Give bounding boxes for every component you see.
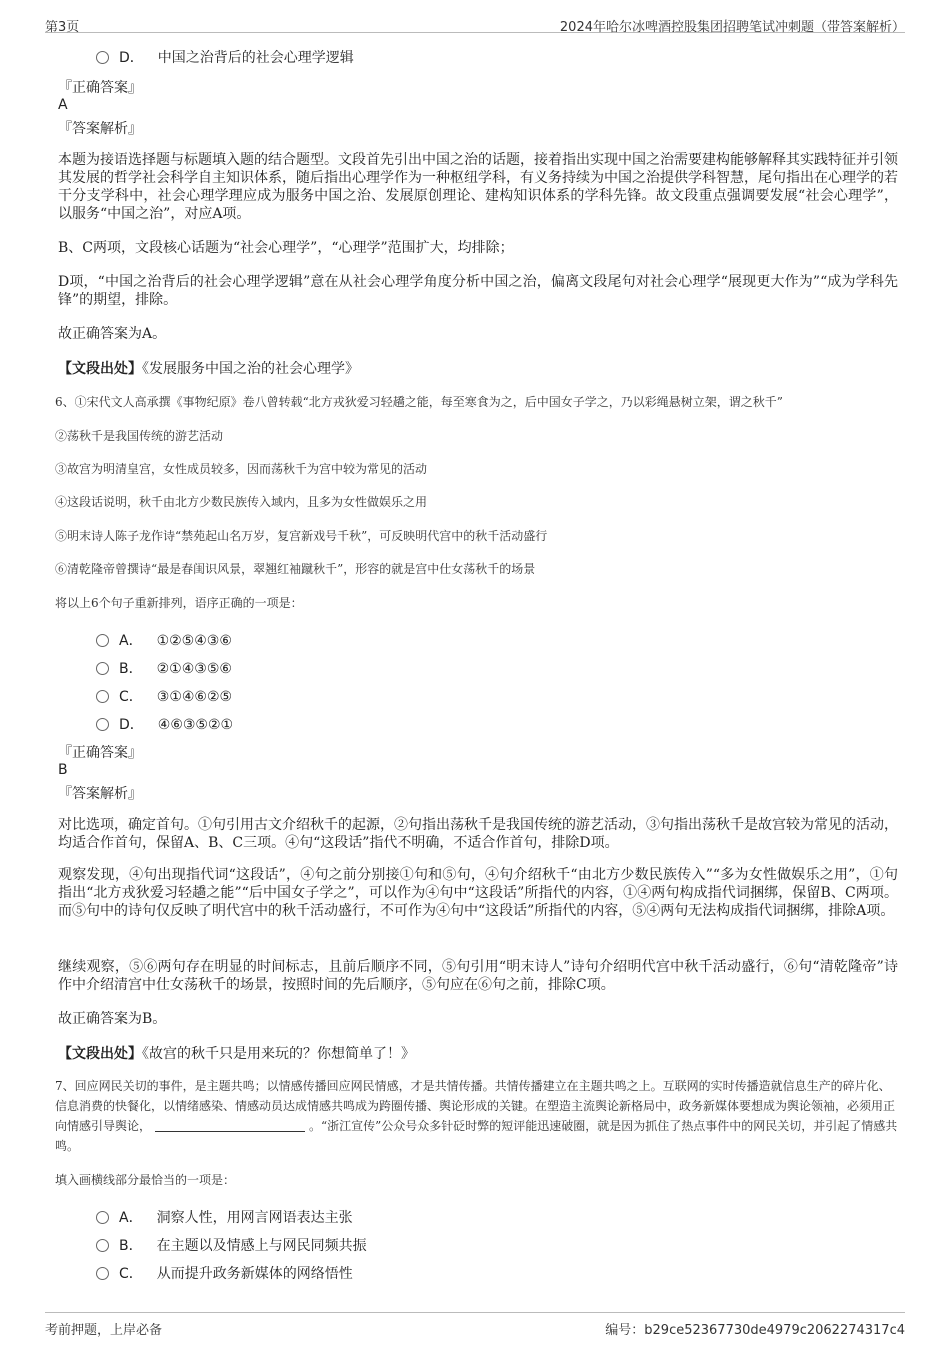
q6-analysis-p4: 故正确答案为B。 <box>58 1011 167 1027</box>
radio-icon[interactable] <box>96 1211 109 1224</box>
q6-stem-6: ⑥清乾隆帝曾撰诗“最是春闺识风景，翠翘红袖蹴秋千”，形容的就是宫中仕女荡秋千的场景 <box>55 562 536 576</box>
radio-icon[interactable] <box>96 1267 109 1280</box>
q5-analysis-p1: 本题为接语选择题与标题填入题的结合题型。文段首先引出中国之治的话题，接着指出实现中国之治需要建构能够解释其实践特征并引领其发展的哲学社会科学自主知识体系，随后指出心理学作为一种枢纽学科，有义务持续为中国之治提供学科智慧，尾句指出在心理学的若干分支学科中，社会心理学理应成为服务中国之治、发展原创理论、建构知识体系的学科先锋。故文段重点强调要发展“社会心理学”，以服务“中国之治”，对应A项。 <box>58 152 898 222</box>
q6-option-c[interactable]: C． ③①④⑥②⑤ <box>96 686 232 706</box>
q6-option-b[interactable]: B． ②①④③⑤⑥ <box>96 658 232 678</box>
q6-stem-3: ③故宫为明清皇宫，女性成员较多，因而荡秋千为宫中较为常见的活动 <box>55 462 428 476</box>
q5-analysis-p3: D项，“中国之治背后的社会心理学逻辑”意在从社会心理学角度分析中国之治，偏离文段尾句对社会心理学“展现更大作为”“成为学科先锋”的期望，排除。 <box>58 274 898 308</box>
q6-option-a[interactable]: A． ①②⑤④③⑥ <box>96 630 232 650</box>
radio-icon[interactable] <box>96 662 109 675</box>
q7-stem: 7、回应网民关切的事件，是主题共鸣；以情感传播回应网民情感，才是共情传播。共情传播建立在主题共鸣之上。互联网的实时传播造就信息生产的碎片化、信息消费的快餐化，以情绪感染、情感动员达成情感共鸣成为跨圈传播、舆论形成的关键。在塑造主流舆论新格局中，政务新媒体要想成为舆论领袖，必须用正向情感引导舆论， 。“浙江宣传”公众号众多针砭时弊的短评能迅速破圈，就是因为抓住了热点事件中的网民关切，并引起了情感共鸣。 <box>55 1079 898 1153</box>
q6-analysis-p3: 继续观察，⑤⑥两句存在明显的时间标志，且前后顺序不同，⑤句引用“明末诗人”诗句介绍明代宫中秋千活动盛行，⑥句“清乾隆帝”诗作中介绍清宫中仕女荡秋千的场景，按照时间的先后顺序，⑤句应在⑥句之前，排除C项。 <box>58 959 898 993</box>
radio-icon[interactable] <box>96 634 109 647</box>
q5-analysis-p2: B、C两项，文段核心话题为“社会心理学”，“心理学”范围扩大，均排除； <box>58 240 514 256</box>
radio-icon[interactable] <box>96 1239 109 1252</box>
q6-analysis-p1: 对比选项，确定首句。①句引用古文介绍秋千的起源，②句指出荡秋千是我国传统的游艺活动，③句指出荡秋千是故宫较为常见的活动，均适合作首句，保留A、B、C三项。④句“这段话”指代不明确，不适合作首句，排除D项。 <box>58 817 898 851</box>
q6-answer: B <box>58 762 68 778</box>
q6-stem-4: ④这段话说明，秋千由北方少数民族传入域内，且多为女性做娱乐之用 <box>55 495 428 509</box>
document-title: 2024年哈尔冰啤酒控股集团招聘笔试冲刺题（带答案解析） <box>559 20 905 35</box>
q6-source: 【文段出处】《故宫的秋千只是用来玩的？你想简单了！》 <box>58 1046 415 1062</box>
q6-stem-1: 6、①宋代文人高承撰《事物纪原》卷八曾转载“北方戎狄爱习轻趫之能，每至寒食为之，后中国女子学之，乃以彩绳悬树立架，谓之秋千” <box>55 395 783 409</box>
radio-icon[interactable] <box>96 718 109 731</box>
q5-option-d[interactable]: D． 中国之治背后的社会心理学逻辑 <box>96 47 354 67</box>
footer-slogan: 考前押题，上岸必备 <box>45 1323 163 1338</box>
fill-blank-line <box>155 1119 305 1132</box>
q7-option-a[interactable]: A． 洞察人性，用网言网语表达主张 <box>96 1207 353 1227</box>
q5-answer: A <box>58 97 68 113</box>
q6-answer-label: 『正确答案』 <box>58 745 142 761</box>
q5-analysis-p4: 故正确答案为A。 <box>58 326 167 342</box>
page-header <box>45 10 905 33</box>
q6-stem-5: ⑤明末诗人陈子龙作诗“禁苑起山名万岁，复宫新戏号千秋”，可反映明代宫中的秋千活动盛行 <box>55 529 548 543</box>
q6-option-d[interactable]: D． ④⑥③⑤②① <box>96 714 233 734</box>
document-code: 编号：b29ce52367730de4979c2062274317c4 <box>605 1323 905 1338</box>
q6-analysis-p2: 观察发现，④句出现指代词“这段话”，④句之前分别接①句和⑤句，④句介绍秋千“由北方少数民族传入”“多为女性做娱乐之用”，①句指出“北方戎狄爱习轻趫之能”“后中国女子学之”，可以作为④句中“这段话”所指代的内容，①④两句构成指代词捆绑，保留B、C两项。而⑤句中的诗句仅反映了明代宫中的秋千活动盛行，不可作为④句中“这段话”所指代的内容，⑤④两句无法构成指代词捆绑，排除A项。 <box>58 867 898 919</box>
q7-option-c[interactable]: C． 从而提升政务新媒体的网络悟性 <box>96 1263 353 1283</box>
q5-analysis-label: 『答案解析』 <box>58 121 142 137</box>
q5-source: 【文段出处】《发展服务中国之治的社会心理学》 <box>58 361 359 377</box>
page-footer <box>45 1312 905 1339</box>
radio-icon[interactable] <box>96 51 109 64</box>
q7-option-b[interactable]: B． 在主题以及情感上与网民同频共振 <box>96 1235 367 1255</box>
q6-analysis-label: 『答案解析』 <box>58 786 142 802</box>
radio-icon[interactable] <box>96 690 109 703</box>
q7-prompt: 填入画横线部分最恰当的一项是： <box>55 1173 236 1187</box>
q6-prompt: 将以上6个句子重新排列，语序正确的一项是： <box>55 596 303 610</box>
page-number: 第3页 <box>45 20 80 35</box>
q5-answer-label: 『正确答案』 <box>58 80 142 96</box>
q6-stem-2: ②荡秋千是我国传统的游艺活动 <box>55 429 224 443</box>
